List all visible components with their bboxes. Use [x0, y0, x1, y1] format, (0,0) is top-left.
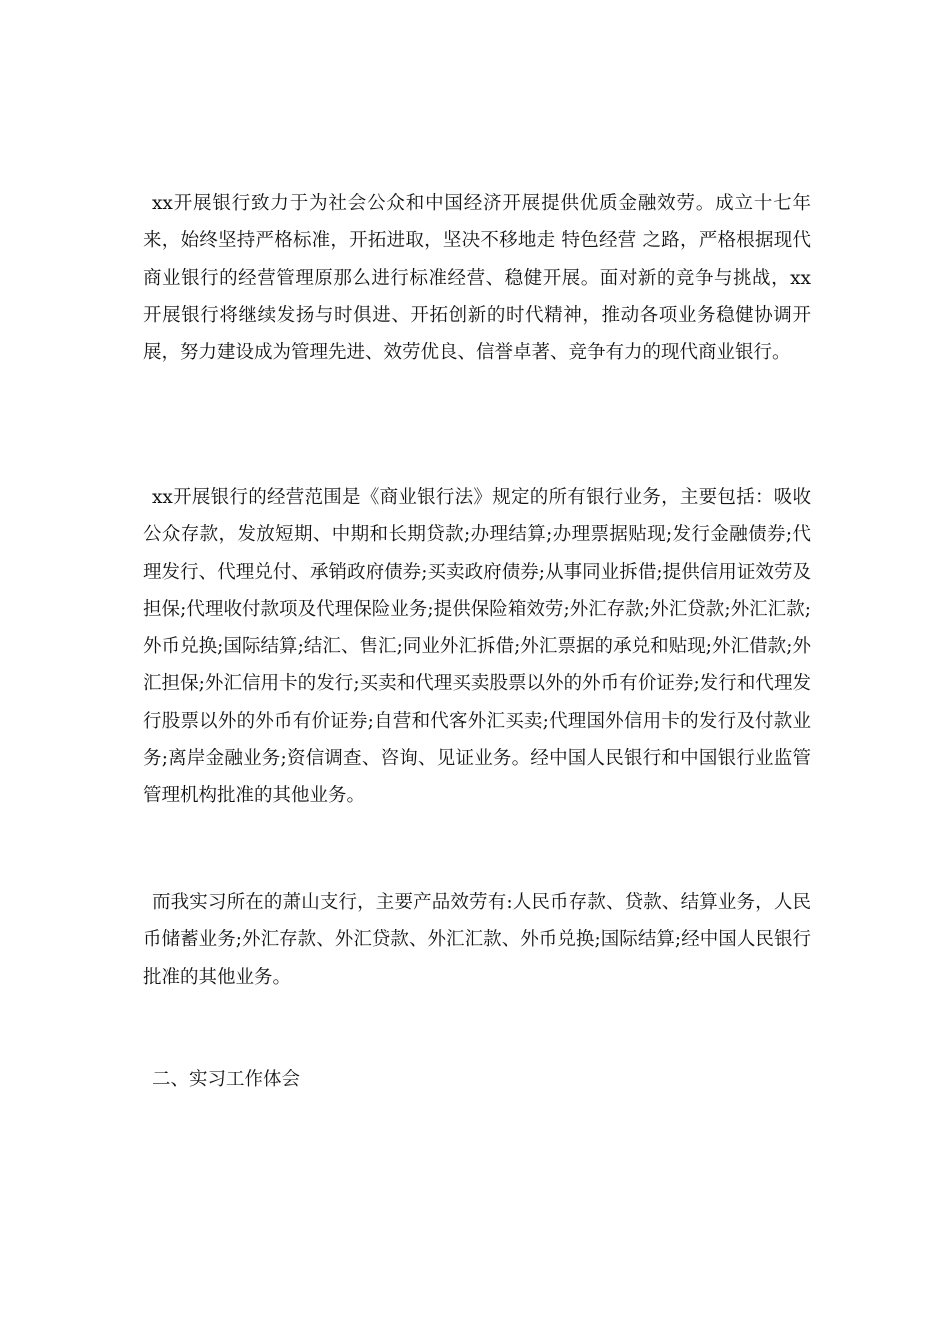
section-heading-internship-experience: 二、实习工作体会 [152, 1069, 301, 1090]
paragraph-xiaoshan-branch: 而我实习所在的萧山支行，主要产品效劳有:人民币存款、贷款、结算业务，人民币储蓄业务;外汇存款、外汇贷款、外汇汇款、外币兑换;国际结算;经中国人民银行批准的其他业务。 [143, 892, 811, 988]
paragraph-business-scope: xx开展银行的经营范围是《商业银行法》规定的所有银行业务，主要包括：吸收公众存款，发放短期、中期和长期贷款;办理结算;办理票据贴现;发行金融债券;代理发行、代理兑付、承销政府债券;买卖政府债券;从事同业拆借;提供信用证效劳及担保;代理收付款项及代理保险业务;提供保险箱效劳;外汇存款;外汇贷款;外汇汇款;外币兑换;国际结算;结汇、售汇;同业外汇拆借;外汇票据的承兑和贴现;外汇借款;外汇担保;外汇信用卡的发行;买卖和代理买卖股票以外的外币有价证券;发行和代理发行股票以外的外币有价证券;自营和代客外汇买卖;代理国外信用卡的发行及付款业务;离岸金融业务;资信调查、咨询、见证业务。经中国人民银行和中国银行业监管管理机构批准的其他业务。 [143, 487, 811, 807]
paragraph-bank-overview: xx开展银行致力于为社会公众和中国经济开展提供优质金融效劳。成立十七年来，始终坚持严格标准，开拓进取，坚决不移地走 特色经营 之路，严格根据现代商业银行的经营管理原那么进行标准经营、稳健开展。面对新的竞争与挑战，xx开展银行将继续发扬与时俱进、开拓创新的时代精神，推动各项业务稳健协调开展，努力建设成为管理先进、效劳优良、信誉卓著、竞争有力的现代商业银行。 [143, 193, 811, 364]
